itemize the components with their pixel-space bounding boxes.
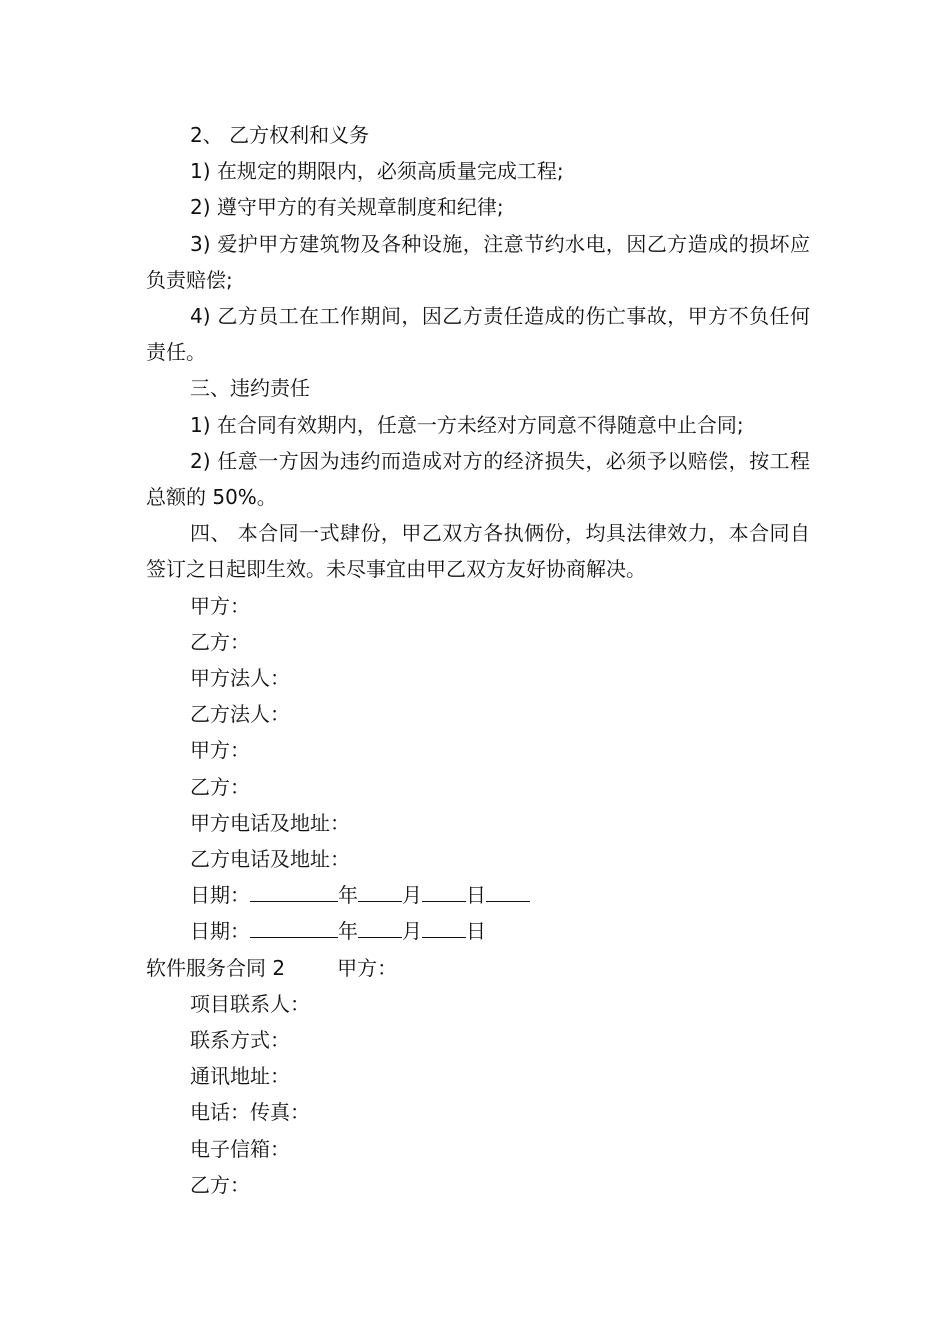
date-year-blank — [250, 879, 338, 902]
contract2-field-email: 电子信箱： — [190, 1136, 290, 1161]
signature-party-a-legal: 甲方法人： — [190, 666, 290, 691]
date-day-blank — [422, 915, 466, 938]
signature-party-a-2: 甲方： — [190, 738, 250, 763]
date-year-label: 年 — [338, 883, 358, 908]
section-heading-breach: 三、违约责任 — [190, 376, 310, 401]
signature-party-b-2: 乙方： — [190, 774, 250, 799]
date-year-label: 年 — [338, 919, 358, 944]
date-month-blank — [358, 879, 402, 902]
contract2-title: 软件服务合同 2 — [146, 955, 286, 980]
signature-party-b-contact: 乙方电话及地址： — [190, 847, 350, 872]
signature-party-a-contact: 甲方电话及地址： — [190, 810, 350, 835]
rights-item-2: 2) 遵守甲方的有关规章制度和纪律; — [190, 195, 504, 220]
date-month-label: 月 — [402, 919, 422, 944]
section-four-paragraph: 四、 本合同一式肆份，甲乙双方各执俩份，均具法律效力，本合同自签订之日起即生效。未尽事宜由甲乙双方友好协商解决。 — [146, 521, 810, 582]
contract2-party-a: 甲方： — [337, 955, 398, 980]
date-month-label: 月 — [402, 883, 422, 908]
contract2-field-project-contact: 项目联系人： — [190, 991, 310, 1016]
contract2-heading-line — [146, 950, 810, 986]
date-line-1 — [146, 877, 810, 913]
date-label: 日期： — [190, 883, 250, 908]
date-month-blank — [358, 915, 402, 938]
contract2-field-address: 通讯地址： — [190, 1064, 290, 1089]
date-day-label: 日 — [466, 883, 486, 908]
rights-item-3: 3) 爱护甲方建筑物及各种设施，注意节约水电，因乙方造成的损坏应负责赔偿; — [146, 231, 810, 292]
contract2-field-contact-method: 联系方式： — [190, 1028, 290, 1053]
date-trailing-blank — [486, 879, 530, 902]
contract2-field-party-b: 乙方： — [190, 1172, 250, 1197]
signature-party-b-legal: 乙方法人： — [190, 702, 290, 727]
contract2-field-phone-fax: 电话：传真： — [190, 1100, 310, 1125]
date-day-blank — [422, 879, 466, 902]
document-body — [146, 117, 810, 1203]
date-year-blank — [250, 915, 338, 938]
rights-item-1: 1) 在规定的期限内，必须高质量完成工程; — [190, 159, 564, 184]
signature-party-b: 乙方： — [190, 629, 250, 654]
breach-item-1: 1) 在合同有效期内，任意一方未经对方同意不得随意中止合同; — [190, 412, 744, 437]
date-label: 日期： — [190, 919, 250, 944]
date-line-2 — [146, 913, 810, 949]
section-heading-rights: 2、 乙方权利和义务 — [190, 123, 370, 147]
breach-item-2: 2) 任意一方因为违约而造成对方的经济损失，必须予以赔偿，按工程总额的 50%。 — [146, 448, 810, 510]
rights-item-4: 4) 乙方员工在工作期间，因乙方责任造成的伤亡事故，甲方不负任何责任。 — [146, 304, 810, 365]
date-day-label: 日 — [466, 919, 486, 944]
signature-party-a: 甲方： — [190, 593, 250, 618]
